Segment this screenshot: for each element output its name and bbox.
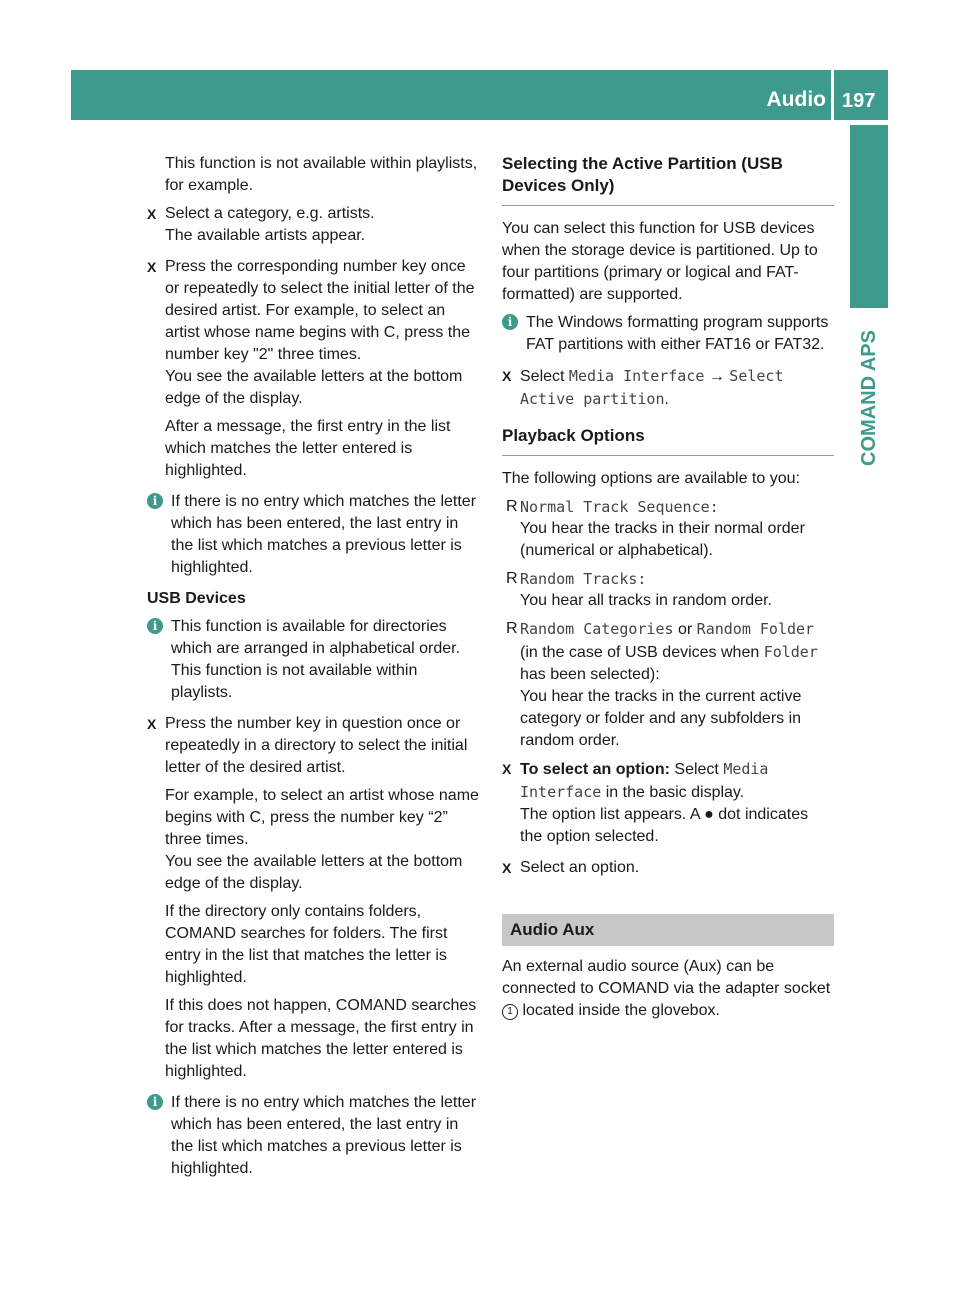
step-marker: X xyxy=(147,716,157,732)
info-icon: i xyxy=(502,314,518,330)
bullet-marker: R xyxy=(506,498,518,515)
right-column xyxy=(502,153,834,1022)
step-marker: X xyxy=(502,860,512,876)
side-tab-label: COMAND APS xyxy=(857,330,880,466)
heading-active-partition: Selecting the Active Partition (USB Devices Only) xyxy=(502,153,834,206)
paragraph: You can select this function for USB devices when the storage device is partitioned. Up to four partitions (primary or logical and FAT-formatted) are supported. xyxy=(502,220,818,303)
header-bar xyxy=(71,70,831,120)
paragraph: An external audio source (Aux) can be connected to COMAND via the adapter socket 1 located inside the glovebox. xyxy=(502,958,831,1019)
section-title: Audio xyxy=(766,88,826,111)
bullet-item: R Random Categories or Random Folder (in the case of USB devices when Folder has been selected): You hear the tracks in the current active category or folder and any subfolders in random order. xyxy=(506,620,818,749)
info-note: i The Windows formatting program supports FAT partitions with either FAT16 or FAT32. xyxy=(502,312,834,356)
step-item: X Press the number key in question once or repeatedly in a directory to select the initial letter of the desired artist. For example, to select an artist whose name begins with C, press the number key “2” three times. You see the available letters at the bottom edge of the display. If the directory only contains folders, COMAND searches for folders. The first entry in the list that matches the letter is highlighted. If this does not happen, COMAND searches for tracks. After a message, the first entry in the list which matches the letter entered is highlighted. xyxy=(147,715,479,1080)
step-marker: X xyxy=(502,368,512,384)
info-icon: i xyxy=(147,493,163,509)
step-item: X Select Media Interface → Select Active partition. xyxy=(502,367,784,408)
step-marker: X xyxy=(147,259,157,275)
dot-symbol: ● xyxy=(704,806,714,823)
info-note: i If there is no entry which matches the letter which has been entered, the last entry in the list which matches a previous letter is highlighted. xyxy=(147,1092,482,1180)
heading-playback-options: Playback Options xyxy=(502,425,834,456)
bullet-marker: R xyxy=(506,570,518,587)
info-icon: i xyxy=(147,618,163,634)
step-item: X Press the corresponding number key once or repeatedly to select the initial letter of the desired artist. For example, to select an artist whose name begins with C, press the number key "2" three times. You see the available letters at the bottom edge of the display. After a message, the first entry in the list which matches the letter entered is highlighted. xyxy=(147,258,475,479)
info-note: i If there is no entry which matches the letter which has been entered, the last entry in the list which matches a previous letter is highlighted. xyxy=(147,491,482,579)
subheading-usb-devices: USB Devices xyxy=(147,590,246,607)
bullet-item: R Random Tracks: You hear all tracks in random order. xyxy=(506,570,772,609)
info-icon: i xyxy=(147,1094,163,1110)
heading-audio-aux: Audio Aux xyxy=(502,914,834,946)
step-marker: X xyxy=(502,761,512,777)
left-column xyxy=(147,153,482,1189)
side-tab xyxy=(850,125,888,308)
step-item: X Select an option. xyxy=(502,857,834,879)
bullet-item: R Normal Track Sequence: You hear the tracks in their normal order (numerical or alphabetical). xyxy=(506,498,805,559)
socket-number-1: 1 xyxy=(502,1004,518,1020)
bullet-marker: R xyxy=(506,620,518,637)
step-marker: X xyxy=(147,206,157,222)
step-item: X To select an option: Select Media Interface in the basic display. The option list appears. A ● dot indicates the option selected. xyxy=(502,760,809,845)
step-item: X Select a category, e.g. artists. The available artists appear. xyxy=(147,205,375,244)
paragraph: The following options are available to you: xyxy=(502,470,800,487)
page-number: 197 xyxy=(842,90,876,112)
paragraph: This function is not available within playlists, for example. xyxy=(165,155,478,194)
info-note: i This function is available for directories which are arranged in alphabetical order. This function is not available within playlists. xyxy=(147,616,482,704)
